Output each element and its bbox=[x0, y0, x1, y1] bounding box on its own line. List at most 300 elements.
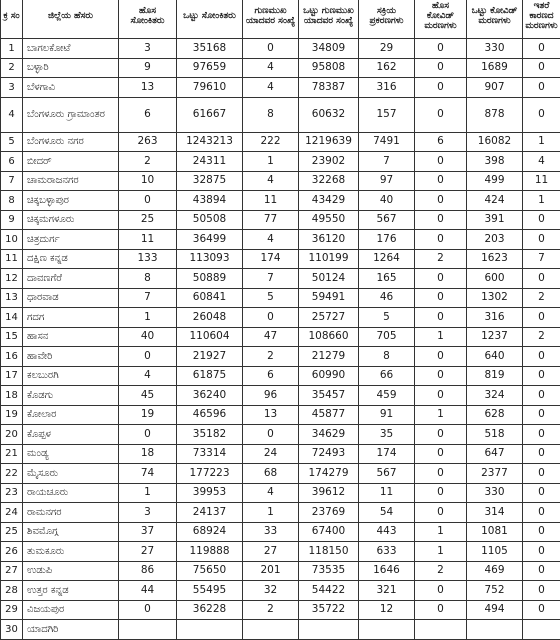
table-cell: 0 bbox=[523, 347, 560, 367]
table-cell: 0 bbox=[523, 269, 560, 289]
table-cell: 1243213 bbox=[177, 132, 243, 152]
table-cell: 330 bbox=[467, 483, 523, 503]
table-cell: 39612 bbox=[299, 483, 359, 503]
table-cell: 324 bbox=[467, 386, 523, 406]
table-cell: 0 bbox=[523, 464, 560, 484]
table-row bbox=[1, 249, 560, 269]
table-cell: 74 bbox=[119, 464, 177, 484]
table-cell bbox=[523, 620, 560, 640]
table-cell: 4 bbox=[523, 152, 560, 172]
district-name-cell: ಹಾಸನ bbox=[23, 327, 119, 347]
table-cell: 499 bbox=[467, 171, 523, 191]
district-name-cell: ತುಮಕೂರು bbox=[23, 542, 119, 562]
district-name-cell: ದಾವಣಗೆರೆ bbox=[23, 269, 119, 289]
district-name-cell: ದಕ್ಷಿಣ ಕನ್ನಡ bbox=[23, 249, 119, 269]
table-cell: 4 bbox=[243, 230, 299, 250]
table-cell: 0 bbox=[119, 347, 177, 367]
table-cell: 0 bbox=[523, 503, 560, 523]
table-cell: 11 bbox=[359, 483, 415, 503]
district-name-cell: ಬೆಂಗಳೂರು ನಗರ bbox=[23, 132, 119, 152]
table-cell: 18 bbox=[119, 444, 177, 464]
table-row bbox=[1, 464, 560, 484]
table-cell: 0 bbox=[523, 210, 560, 230]
table-cell: 7 bbox=[119, 288, 177, 308]
table-cell: 633 bbox=[359, 542, 415, 562]
serial-number-cell: 1 bbox=[1, 39, 23, 59]
table-cell: 27 bbox=[243, 542, 299, 562]
table-cell: 45 bbox=[119, 386, 177, 406]
table-cell: 36228 bbox=[177, 600, 243, 620]
table-cell: 2 bbox=[523, 327, 560, 347]
table-cell: 1 bbox=[523, 191, 560, 211]
table-cell: 21279 bbox=[299, 347, 359, 367]
table-cell: 0 bbox=[415, 191, 467, 211]
table-cell: 13 bbox=[119, 78, 177, 98]
table-cell: 2 bbox=[415, 249, 467, 269]
table-cell: 61875 bbox=[177, 366, 243, 386]
table-cell: 61667 bbox=[177, 97, 243, 132]
table-cell: 0 bbox=[415, 581, 467, 601]
table-cell: 1237 bbox=[467, 327, 523, 347]
table-cell: 66 bbox=[359, 366, 415, 386]
table-cell: 34629 bbox=[299, 425, 359, 445]
table-cell: 0 bbox=[523, 581, 560, 601]
table-cell: 1 bbox=[119, 308, 177, 328]
table-cell: 0 bbox=[415, 97, 467, 132]
table-cell: 59491 bbox=[299, 288, 359, 308]
table-row bbox=[1, 39, 560, 59]
table-cell: 25 bbox=[119, 210, 177, 230]
table-cell: 391 bbox=[467, 210, 523, 230]
table-cell: 72493 bbox=[299, 444, 359, 464]
table-cell: 79610 bbox=[177, 78, 243, 98]
table-row bbox=[1, 171, 560, 191]
table-cell: 1 bbox=[243, 152, 299, 172]
table-cell: 110604 bbox=[177, 327, 243, 347]
table-cell: 23902 bbox=[299, 152, 359, 172]
table-cell: 2 bbox=[523, 288, 560, 308]
district-name-cell: ಕೊಪ್ಪಳ bbox=[23, 425, 119, 445]
table-cell: 11 bbox=[243, 191, 299, 211]
table-cell: 96 bbox=[243, 386, 299, 406]
column-header: ಕ್ರ ಸಂ bbox=[1, 0, 23, 39]
district-name-cell: ಮಂಡ್ಯ bbox=[23, 444, 119, 464]
table-row bbox=[1, 230, 560, 250]
table-cell: 54 bbox=[359, 503, 415, 523]
table-cell: 50508 bbox=[177, 210, 243, 230]
table-row bbox=[1, 288, 560, 308]
table-cell: 1623 bbox=[467, 249, 523, 269]
table-cell: 5 bbox=[243, 288, 299, 308]
table-cell: 73535 bbox=[299, 561, 359, 581]
table-cell: 0 bbox=[415, 425, 467, 445]
table-cell: 34809 bbox=[299, 39, 359, 59]
table-cell: 39953 bbox=[177, 483, 243, 503]
table-cell: 0 bbox=[415, 464, 467, 484]
district-name-cell: ಚಿಕ್ಕಮಗಳೂರು bbox=[23, 210, 119, 230]
table-cell: 12 bbox=[359, 600, 415, 620]
table-cell: 0 bbox=[415, 503, 467, 523]
serial-number-cell: 8 bbox=[1, 191, 23, 211]
table-cell: 0 bbox=[523, 39, 560, 59]
table-cell: 86 bbox=[119, 561, 177, 581]
serial-number-cell: 13 bbox=[1, 288, 23, 308]
table-cell: 0 bbox=[243, 308, 299, 328]
table-cell: 424 bbox=[467, 191, 523, 211]
table-cell: 24 bbox=[243, 444, 299, 464]
district-name-cell: ಧಾರವಾಡ bbox=[23, 288, 119, 308]
district-name-cell: ಶಿವಮೊಗ್ಗ bbox=[23, 522, 119, 542]
column-header: ಗುಣಮುಖ ಯಾದವರ ಸಂಖ್ಯೆ bbox=[243, 0, 299, 39]
table-cell: 47 bbox=[243, 327, 299, 347]
table-cell bbox=[177, 620, 243, 640]
table-cell: 29 bbox=[359, 39, 415, 59]
table-cell: 0 bbox=[415, 308, 467, 328]
table-cell: 73314 bbox=[177, 444, 243, 464]
table-cell: 46 bbox=[359, 288, 415, 308]
table-cell: 35722 bbox=[299, 600, 359, 620]
table-cell: 705 bbox=[359, 327, 415, 347]
table-cell: 201 bbox=[243, 561, 299, 581]
table-cell: 0 bbox=[415, 386, 467, 406]
table-cell: 23769 bbox=[299, 503, 359, 523]
table-cell bbox=[243, 620, 299, 640]
table-cell: 1 bbox=[415, 327, 467, 347]
serial-number-cell: 17 bbox=[1, 366, 23, 386]
serial-number-cell: 2 bbox=[1, 58, 23, 78]
column-header: ಒಟ್ಟು ಕೋವಿಡ್ ಮರಣಗಳು bbox=[467, 0, 523, 39]
table-cell: 316 bbox=[467, 308, 523, 328]
table-cell: 0 bbox=[119, 191, 177, 211]
table-cell: 2 bbox=[243, 347, 299, 367]
table-cell: 11 bbox=[119, 230, 177, 250]
serial-number-cell: 25 bbox=[1, 522, 23, 542]
table-cell bbox=[467, 620, 523, 640]
table-cell: 7 bbox=[243, 269, 299, 289]
table-cell: 36240 bbox=[177, 386, 243, 406]
table-cell: 0 bbox=[119, 600, 177, 620]
table-cell: 43429 bbox=[299, 191, 359, 211]
table-header-row bbox=[1, 0, 560, 39]
table-cell: 459 bbox=[359, 386, 415, 406]
district-name-cell: ಬಾಗಲಕೋಟೆ bbox=[23, 39, 119, 59]
table-cell: 398 bbox=[467, 152, 523, 172]
table-cell: 36120 bbox=[299, 230, 359, 250]
district-name-cell: ವಿಜಯಪುರ bbox=[23, 600, 119, 620]
table-cell: 55495 bbox=[177, 581, 243, 601]
table-cell: 469 bbox=[467, 561, 523, 581]
table-cell: 628 bbox=[467, 405, 523, 425]
table-cell: 0 bbox=[415, 152, 467, 172]
serial-number-cell: 15 bbox=[1, 327, 23, 347]
table-cell: 67400 bbox=[299, 522, 359, 542]
column-header: ಸಕ್ರಿಯ ಪ್ರಕರಣಗಳು bbox=[359, 0, 415, 39]
table-cell: 316 bbox=[359, 78, 415, 98]
table-cell bbox=[359, 620, 415, 640]
table-cell: 222 bbox=[243, 132, 299, 152]
table-cell: 32 bbox=[243, 581, 299, 601]
table-cell: 91 bbox=[359, 405, 415, 425]
table-cell: 19 bbox=[119, 405, 177, 425]
table-cell: 21927 bbox=[177, 347, 243, 367]
table-cell: 110199 bbox=[299, 249, 359, 269]
table-cell: 0 bbox=[415, 600, 467, 620]
table-cell: 50124 bbox=[299, 269, 359, 289]
table-cell: 263 bbox=[119, 132, 177, 152]
table-cell: 45877 bbox=[299, 405, 359, 425]
table-cell: 0 bbox=[523, 522, 560, 542]
table-cell: 1219639 bbox=[299, 132, 359, 152]
table-row bbox=[1, 347, 560, 367]
district-name-cell: ಬೀದರ್ bbox=[23, 152, 119, 172]
serial-number-cell: 19 bbox=[1, 405, 23, 425]
table-cell: 27 bbox=[119, 542, 177, 562]
table-cell: 32875 bbox=[177, 171, 243, 191]
district-name-cell: ಕಲಬುರಗಿ bbox=[23, 366, 119, 386]
table-cell: 0 bbox=[415, 78, 467, 98]
serial-number-cell: 3 bbox=[1, 78, 23, 98]
column-header: ಇತರೆ ಕಾರಣದ ಮರಣಗಳು bbox=[523, 0, 560, 39]
table-cell: 314 bbox=[467, 503, 523, 523]
table-cell: 35168 bbox=[177, 39, 243, 59]
table-cell: 0 bbox=[415, 230, 467, 250]
district-name-cell: ರಾಮನಗರ bbox=[23, 503, 119, 523]
table-cell: 46596 bbox=[177, 405, 243, 425]
table-cell: 68924 bbox=[177, 522, 243, 542]
district-name-cell: ಬೆಳಗಾವಿ bbox=[23, 78, 119, 98]
table-cell: 600 bbox=[467, 269, 523, 289]
table-row bbox=[1, 483, 560, 503]
serial-number-cell: 10 bbox=[1, 230, 23, 250]
table-cell: 60632 bbox=[299, 97, 359, 132]
serial-number-cell: 5 bbox=[1, 132, 23, 152]
table-cell: 494 bbox=[467, 600, 523, 620]
table-cell: 1 bbox=[523, 132, 560, 152]
table-cell: 1 bbox=[415, 522, 467, 542]
table-cell: 174 bbox=[243, 249, 299, 269]
table-cell: 0 bbox=[523, 444, 560, 464]
table-cell: 1302 bbox=[467, 288, 523, 308]
table-row bbox=[1, 405, 560, 425]
table-cell: 0 bbox=[415, 366, 467, 386]
table-row bbox=[1, 327, 560, 347]
column-header: ಹೊಸ ಕೋವಿಡ್ ಮರಣಗಳು bbox=[415, 0, 467, 39]
table-cell: 0 bbox=[523, 405, 560, 425]
table-cell: 0 bbox=[523, 542, 560, 562]
table-cell: 2 bbox=[119, 152, 177, 172]
table-cell: 162 bbox=[359, 58, 415, 78]
table-row bbox=[1, 444, 560, 464]
district-name-cell: ಚಿತ್ರದುರ್ಗ bbox=[23, 230, 119, 250]
column-header: ಒಟ್ಟು ಸೋಂಕಿತರು bbox=[177, 0, 243, 39]
table-cell: 4 bbox=[243, 78, 299, 98]
table-cell: 7 bbox=[359, 152, 415, 172]
table-cell: 7 bbox=[523, 249, 560, 269]
table-row bbox=[1, 522, 560, 542]
table-cell: 36499 bbox=[177, 230, 243, 250]
serial-number-cell: 14 bbox=[1, 308, 23, 328]
table-cell: 60990 bbox=[299, 366, 359, 386]
district-name-cell: ಗದಗ bbox=[23, 308, 119, 328]
table-cell: 11 bbox=[523, 171, 560, 191]
table-row bbox=[1, 542, 560, 562]
table-cell: 5 bbox=[359, 308, 415, 328]
table-cell: 44 bbox=[119, 581, 177, 601]
serial-number-cell: 6 bbox=[1, 152, 23, 172]
table-cell: 37 bbox=[119, 522, 177, 542]
district-name-cell: ಮೈಸೂರು bbox=[23, 464, 119, 484]
table-row bbox=[1, 386, 560, 406]
serial-number-cell: 12 bbox=[1, 269, 23, 289]
table-cell: 97 bbox=[359, 171, 415, 191]
table-row bbox=[1, 78, 560, 98]
column-header: ಒಟ್ಟು ಗುಣಮುಖ ಯಾದವರ ಸಂಖ್ಯೆ bbox=[299, 0, 359, 39]
table-cell bbox=[415, 620, 467, 640]
serial-number-cell: 27 bbox=[1, 561, 23, 581]
table-cell: 24311 bbox=[177, 152, 243, 172]
table-cell: 16082 bbox=[467, 132, 523, 152]
table-cell: 907 bbox=[467, 78, 523, 98]
table-cell: 118150 bbox=[299, 542, 359, 562]
table-cell: 35182 bbox=[177, 425, 243, 445]
table-cell: 2377 bbox=[467, 464, 523, 484]
table-cell: 330 bbox=[467, 39, 523, 59]
table-cell: 1 bbox=[243, 503, 299, 523]
table-cell: 8 bbox=[359, 347, 415, 367]
table-row bbox=[1, 58, 560, 78]
table-cell: 0 bbox=[523, 561, 560, 581]
table-row bbox=[1, 581, 560, 601]
table-cell: 0 bbox=[243, 39, 299, 59]
table-cell: 443 bbox=[359, 522, 415, 542]
serial-number-cell: 30 bbox=[1, 620, 23, 640]
table-cell: 1 bbox=[119, 483, 177, 503]
table-cell: 35 bbox=[359, 425, 415, 445]
table-row bbox=[1, 425, 560, 445]
table-row bbox=[1, 132, 560, 152]
serial-number-cell: 11 bbox=[1, 249, 23, 269]
table-cell: 177223 bbox=[177, 464, 243, 484]
serial-number-cell: 22 bbox=[1, 464, 23, 484]
table-cell: 32268 bbox=[299, 171, 359, 191]
table-cell: 60841 bbox=[177, 288, 243, 308]
table-cell: 0 bbox=[523, 308, 560, 328]
district-name-cell: ಯಾದಗಿರಿ bbox=[23, 620, 119, 640]
table-cell: 24137 bbox=[177, 503, 243, 523]
table-cell: 518 bbox=[467, 425, 523, 445]
table-cell: 4 bbox=[243, 58, 299, 78]
table-cell: 1105 bbox=[467, 542, 523, 562]
district-name-cell: ಚಿಕ್ಕಬಳ್ಳಾಪುರ bbox=[23, 191, 119, 211]
table-cell: 35457 bbox=[299, 386, 359, 406]
table-cell: 640 bbox=[467, 347, 523, 367]
table-cell: 157 bbox=[359, 97, 415, 132]
table-cell: 174 bbox=[359, 444, 415, 464]
table-cell: 647 bbox=[467, 444, 523, 464]
table-cell: 133 bbox=[119, 249, 177, 269]
table-cell: 0 bbox=[415, 444, 467, 464]
district-name-cell: ಹಾವೇರಿ bbox=[23, 347, 119, 367]
district-name-cell: ಚಾಮರಾಜನಗರ bbox=[23, 171, 119, 191]
table-cell: 0 bbox=[415, 171, 467, 191]
table-cell: 77 bbox=[243, 210, 299, 230]
table-cell: 567 bbox=[359, 210, 415, 230]
table-cell: 2 bbox=[415, 561, 467, 581]
table-cell: 752 bbox=[467, 581, 523, 601]
table-row bbox=[1, 210, 560, 230]
table-cell: 0 bbox=[523, 97, 560, 132]
table-cell: 0 bbox=[415, 483, 467, 503]
table-cell: 3 bbox=[119, 39, 177, 59]
table-row bbox=[1, 97, 560, 132]
table-cell: 1 bbox=[415, 542, 467, 562]
table-cell: 567 bbox=[359, 464, 415, 484]
table-cell: 40 bbox=[119, 327, 177, 347]
table-cell: 203 bbox=[467, 230, 523, 250]
table-cell: 0 bbox=[415, 347, 467, 367]
serial-number-cell: 24 bbox=[1, 503, 23, 523]
table-cell: 13 bbox=[243, 405, 299, 425]
table-cell: 4 bbox=[243, 171, 299, 191]
table-row bbox=[1, 269, 560, 289]
table-cell: 97659 bbox=[177, 58, 243, 78]
table-cell: 1646 bbox=[359, 561, 415, 581]
district-name-cell: ಉಡುಪಿ bbox=[23, 561, 119, 581]
table-row bbox=[1, 366, 560, 386]
table-cell: 10 bbox=[119, 171, 177, 191]
table-cell: 50889 bbox=[177, 269, 243, 289]
table-cell: 26048 bbox=[177, 308, 243, 328]
table-cell: 119888 bbox=[177, 542, 243, 562]
table-cell: 1689 bbox=[467, 58, 523, 78]
table-cell: 0 bbox=[523, 425, 560, 445]
table-cell bbox=[119, 620, 177, 640]
serial-number-cell: 26 bbox=[1, 542, 23, 562]
table-cell: 95808 bbox=[299, 58, 359, 78]
table-cell: 174279 bbox=[299, 464, 359, 484]
table-cell: 2 bbox=[243, 600, 299, 620]
table-cell: 25727 bbox=[299, 308, 359, 328]
table-row bbox=[1, 600, 560, 620]
table-cell: 6 bbox=[415, 132, 467, 152]
table-cell: 43894 bbox=[177, 191, 243, 211]
table-cell: 49550 bbox=[299, 210, 359, 230]
table-cell: 165 bbox=[359, 269, 415, 289]
table-cell: 8 bbox=[243, 97, 299, 132]
table-cell: 878 bbox=[467, 97, 523, 132]
table-cell: 75650 bbox=[177, 561, 243, 581]
table-cell: 1 bbox=[415, 405, 467, 425]
table-row bbox=[1, 620, 560, 640]
table-cell: 0 bbox=[415, 39, 467, 59]
district-name-cell: ಕೊಡಗು bbox=[23, 386, 119, 406]
table-cell: 0 bbox=[119, 425, 177, 445]
table-cell: 819 bbox=[467, 366, 523, 386]
table-cell: 0 bbox=[523, 483, 560, 503]
table-cell: 0 bbox=[523, 230, 560, 250]
table-cell: 0 bbox=[523, 78, 560, 98]
district-name-cell: ಉತ್ತರ ಕನ್ನಡ bbox=[23, 581, 119, 601]
serial-number-cell: 29 bbox=[1, 600, 23, 620]
table-cell: 0 bbox=[415, 58, 467, 78]
table-cell: 0 bbox=[523, 366, 560, 386]
table-row bbox=[1, 561, 560, 581]
table-cell bbox=[299, 620, 359, 640]
table-cell: 0 bbox=[415, 269, 467, 289]
table-cell: 78387 bbox=[299, 78, 359, 98]
table-cell: 68 bbox=[243, 464, 299, 484]
serial-number-cell: 4 bbox=[1, 97, 23, 132]
